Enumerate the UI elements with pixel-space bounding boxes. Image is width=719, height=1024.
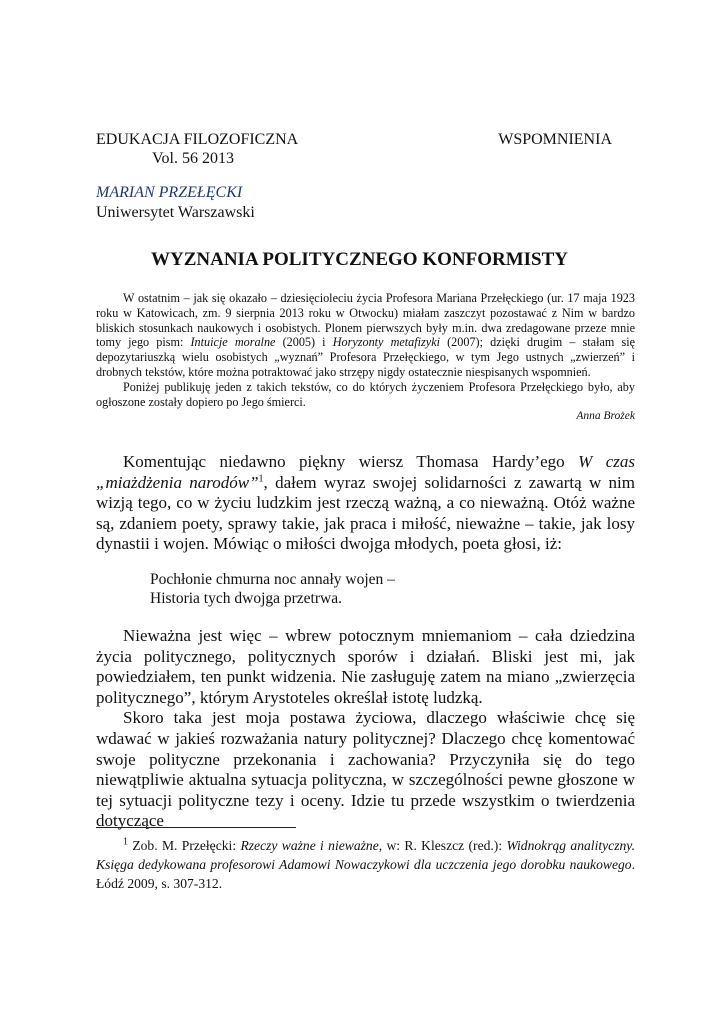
footnote-divider	[96, 827, 296, 828]
editorial-intro	[96, 291, 635, 424]
intro-text: (2005) i	[275, 335, 333, 350]
poem-quote	[150, 570, 395, 608]
intro-signature: Anna Brożek	[576, 410, 635, 423]
body-paragraph	[96, 452, 635, 555]
quote-line: Historia tych dwojga przetrwa.	[150, 590, 342, 607]
body-text	[96, 626, 635, 832]
poem-title: W czas „miażdżenia narodów”	[96, 452, 635, 492]
footnote-reference[interactable]: 1	[258, 472, 264, 484]
quote-line: Pochłonie chmurna noc annały wojen –	[150, 571, 395, 588]
body-text-run: , dałem wyraz swojej solidarności z zawartą w nim wizją tego, co w życiu ludzkim jest rzeczą ważną, a co nieważną. Otóż ważne są, zdaniem poety, sprawy takie, jak praca i miłość, nieważne – takie, jak losy dynastii i wojen. Mówiąc o miłości dwojga młodych, poeta głosi, iż:	[96, 472, 635, 553]
book-title: Intuicje moralne	[190, 335, 276, 350]
section-label: WSPOMNIENIA	[498, 131, 612, 148]
footnote-number: 1	[123, 836, 128, 848]
body-text-run: Komentując niedawno piękny wiersz Thomasa Hardy’ego	[123, 452, 579, 471]
body-paragraph: Nieważna jest więc – wbrew potocznym mniemaniom – cała dziedzina życia politycznego, politycznych sporów i działań. Bliski jest mi, jak powiedziałem, ten punkt widzenia. Nie zasługuję zatem na miano „zwierzęcia politycznego”, którym Arystoteles określał istotę ludzką.	[96, 626, 635, 707]
author-affiliation: Uniwersytet Warszawski	[96, 204, 255, 221]
journal-volume: Vol. 56 2013	[152, 150, 234, 167]
footnote-text: Zob. M. Przełęcki:	[128, 838, 241, 853]
intro-text: (2007); dzięki drugim – stałam się depozytariuszką wielu osobistych „wyznań” Profesora Przełęckiego, w tym Jego ustnych „zwierzeń” i drobnych tekstów, które można potraktować jako strzępy nigdy ostatecznie niespisanych wspomnień.	[96, 335, 636, 379]
body-paragraph: Skoro taka jest moja postawa życiowa, dlaczego właściwie chcę się wdawać w jakieś rozważania natury politycznej? Dlaczego chcę komentować swoje polityczne przekonania i zachowania? Przyczyniła się do tego niewątpliwie aktualna sytuacja polityczna, w szczególności pewne głoszone w tej sytuacji polityczne tezy i oceny. Idzie tu przede wszystkim o twierdzenia dotyczące	[96, 708, 635, 831]
author-name: MARIAN PRZEŁĘCKI	[96, 184, 243, 201]
footnote-collection-title: Widnokrąg analityczny. Księga dedykowana profesorowi Adamowi Nowaczykowi dla uczczenia jego dorobku naukowego	[96, 838, 635, 872]
footnote-text: . Łódź 2009, s. 307-312.	[96, 857, 635, 891]
book-title: Horyzonty metafizyki	[332, 335, 440, 350]
intro-paragraph: Poniżej publikuję jeden z takich tekstów, co do których życzeniem Profesora Przełęckiego było, aby ogłoszone zostały dopiero po Jego śmierci.	[96, 379, 635, 409]
footnote-text: , w: R. Kleszcz (red.):	[378, 838, 507, 853]
journal-name: EDUKACJA FILOZOFICZNA	[96, 131, 299, 148]
footnote-book-title: Rzeczy ważne i nieważne	[240, 838, 379, 853]
intro-text: W ostatnim – jak się okazało – dziesięcioleciu życia Profesora Mariana Przełęckiego (ur. 17 maja 1923 roku w Katowicach, zm. 9 sierpnia 2013 roku w Otwocku) miałam zaszczyt pozostawać z Nim w bardzo bliskich stosunkach naukowych i osobistych. Plonem pierwszych były m.in. dwa zredagowane przeze mnie tomy jego pism:	[96, 291, 635, 350]
intro-paragraph	[96, 291, 635, 380]
body-text	[96, 452, 635, 555]
article-title: WYZNANIA POLITYCZNEGO KONFORMISTY	[151, 249, 568, 270]
footnote	[96, 836, 635, 893]
